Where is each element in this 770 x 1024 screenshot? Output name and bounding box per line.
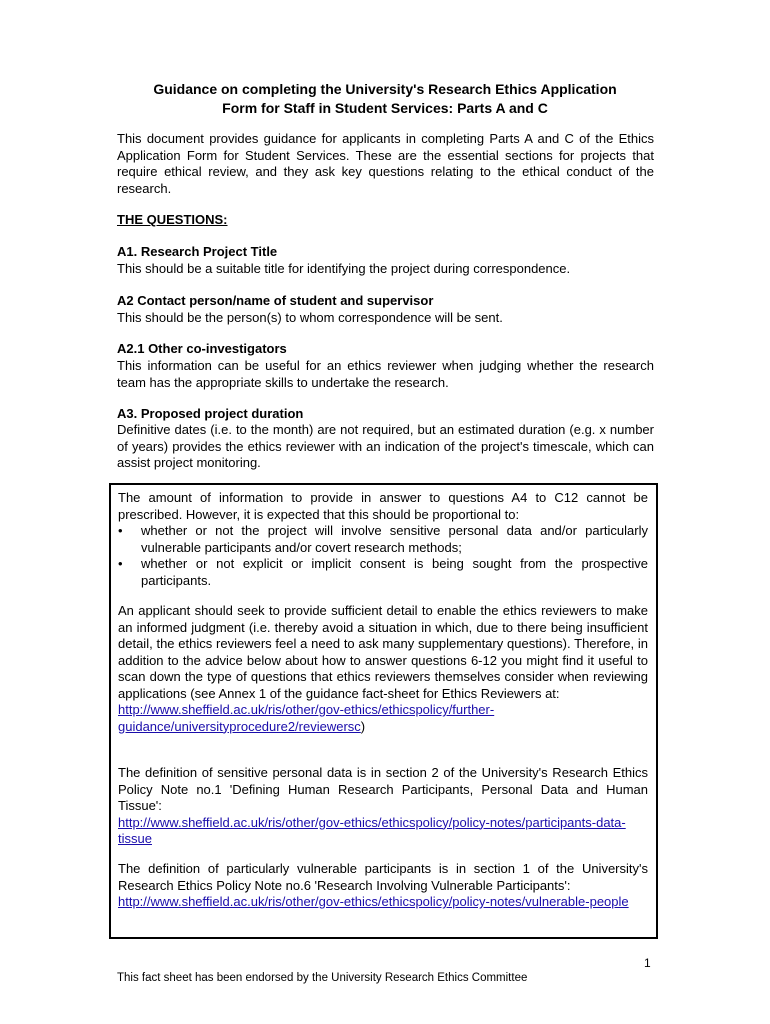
section-a2-heading: A2 Contact person/name of student and supervisor [117, 293, 434, 308]
box-paragraph-1: The amount of information to provide in answer to questions A4 to C12 cannot be prescribed. However, it is expected that this should be proportional to: [118, 490, 648, 522]
section-a2-1-text: This information can be useful for an ethics reviewer when judging whether the research team has the appropriate skills to undertake the research. [117, 358, 654, 390]
vulnerable-people-link[interactable]: http://www.sheffield.ac.uk/ris/other/gov-ethics/ethicspolicy/policy-notes/vulnerable-people [118, 894, 629, 909]
bullet-text: whether or not explicit or implicit consent is being sought from the prospective participants. [141, 556, 648, 588]
title-line-2: Form for Staff in Student Services: Parts A and C [222, 100, 548, 116]
bullet-icon: • [118, 523, 123, 538]
bullet-icon: • [118, 556, 123, 571]
box-paragraph-3-text: The definition of sensitive personal data is in section 2 of the University's Research Ethics Policy Note no.1 'Defining Human Research Participants, Personal Data and Human Tissue': [118, 765, 648, 813]
page-number: 1 [644, 956, 651, 970]
bullet-item [118, 523, 648, 556]
section-a1-text: This should be a suitable title for identifying the project during correspondence. [117, 261, 571, 276]
section-a1-heading: A1. Research Project Title [117, 244, 278, 259]
box-bullet-list [118, 523, 648, 589]
box-paragraph-4-text: The definition of particularly vulnerable participants is in section 1 of the University's Research Ethics Policy Note no.6 'Research Involving Vulnerable Participants': [118, 861, 648, 893]
document-title [110, 80, 660, 118]
guidance-box [109, 483, 658, 939]
reviewers-guidance-link[interactable]: http://www.sheffield.ac.uk/ris/other/gov-ethics/ethicspolicy/further-guidance/universityprocedure2/reviewersc [118, 702, 495, 734]
box-paragraph-4 [118, 861, 648, 911]
footer-text: This fact sheet has been endorsed by the University Research Ethics Committee [117, 972, 528, 984]
participants-data-tissue-link[interactable]: http://www.sheffield.ac.uk/ris/other/gov-ethics/ethicspolicy/policy-notes/participants-data-tissue [118, 814, 626, 846]
title-line-1: Guidance on completing the University's Research Ethics Application [153, 81, 617, 97]
box-paragraph-3 [118, 765, 648, 848]
section-a3-text: Definitive dates (i.e. to the month) are not required, but an estimated duration (e.g. x number of years) provides the ethics reviewer with an indication of the project's timescale, which can assist project monitoring. [117, 422, 654, 470]
questions-heading: THE QUESTIONS: [117, 212, 228, 227]
bullet-text: whether or not the project will involve sensitive personal data and/or particularly vulnerable participants and/or covert research methods; [141, 523, 648, 555]
bullet-item [118, 556, 648, 589]
closing-paren: ) [360, 718, 366, 734]
box-paragraph-2-text: An applicant should seek to provide sufficient detail to enable the ethics reviewers to make an informed judgment (i.e. thereby avoid a situation in which, due to there being insufficient detail, the ethics reviewers feel a need to ask many supplementary questions). Therefore, in addition to the advice below about how to answer questions 6-12 you might find it useful to scan down the type of questions that ethics reviewers themselves consider when reviewing applications (see Annex 1 of the guidance fact-sheet for Ethics Reviewers at: [118, 603, 648, 701]
section-a2-text: This should be the person(s) to whom correspondence will be sent. [117, 310, 503, 325]
intro-paragraph: This document provides guidance for applicants in completing Parts A and C of the Ethics Application Form for Student Services. These are the essential sections for projects that require ethical review, and they ask key questions relating to the ethical conduct of the research. [117, 131, 654, 196]
section-a2-1-heading: A2.1 Other co-investigators [117, 341, 287, 356]
section-a3-heading: A3. Proposed project duration [117, 406, 304, 421]
box-paragraph-2 [118, 603, 648, 735]
